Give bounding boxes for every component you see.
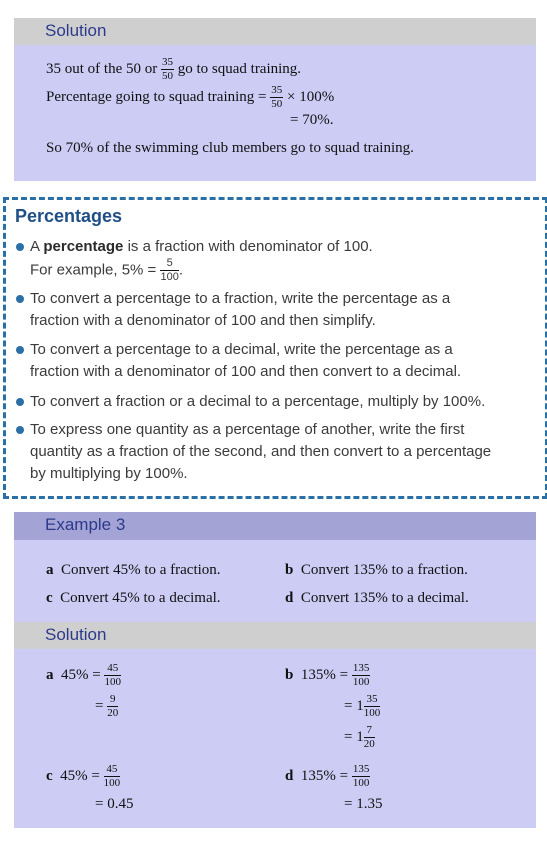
example-question-d: d Convert 135% to a decimal.: [285, 590, 469, 606]
percentages-bullet-4: To convert a fraction or a decimal to a percentage, multiply by 100%.: [30, 393, 486, 410]
bullet-icon: [16, 346, 24, 354]
percentages-bullet-5: To express one quantity as a percentage of another, write the first quantity as a fraction of the second, and then convert to a percentage by multiplying by 100%.: [30, 421, 492, 482]
bullet-icon: [16, 295, 24, 303]
solution-heading-1: Solution: [45, 21, 107, 40]
solution1-line3: = 70%.: [290, 112, 334, 128]
solution-c-line1: c 45% = $\frac{45}{100}$: [46, 763, 121, 790]
example-heading: Example 3: [45, 515, 126, 534]
bullet-icon: [16, 426, 24, 434]
fraction: $\frac{135}{100}$: [352, 763, 370, 790]
example-question-b: b Convert 135% to a fraction.: [285, 562, 468, 578]
solution-a-line1: a 45% = $\frac{45}{100}$: [46, 662, 121, 689]
solution-b-line1: b 135% = $\frac{135}{100}$: [285, 662, 370, 689]
solution-a-line2: = $\frac{9}{20}$: [95, 693, 119, 720]
fraction: $\frac{35}{50}$: [271, 84, 283, 111]
fraction: $\frac{5}{100}$: [160, 257, 179, 283]
solution1-line2: Percentage going to squad training = $\frac{35}{50}$ × 100%: [46, 84, 335, 111]
solution1-line1: 35 out of the 50 or $\frac{35}{50}$ go to squad training.: [46, 56, 302, 83]
fraction: $\frac{45}{100}$: [104, 662, 121, 689]
example-question-c: c Convert 45% to a decimal.: [46, 590, 221, 606]
solution-header-1: [14, 18, 536, 45]
solution-heading-2: Solution: [45, 625, 107, 644]
solution-header-2: [14, 622, 536, 649]
example-header: [14, 512, 536, 540]
fraction: $\frac{45}{100}$: [103, 763, 121, 790]
fraction: $\frac{9}{20}$: [107, 693, 119, 720]
percentages-bullet-3: To convert a percentage to a decimal, write the percentage as a fraction with a denominator of 100 and then convert to a decimal.: [30, 341, 462, 380]
fraction: $\frac{35}{50}$: [161, 56, 173, 83]
fraction: $\frac{7}{20}$: [363, 724, 375, 751]
example-body: [14, 540, 536, 622]
bullet-icon: [16, 398, 24, 406]
percentages-bullet-2: To convert a percentage to a fraction, write the percentage as a fraction with a denominator of 100 and then simplify.: [30, 290, 451, 329]
fraction: $\frac{135}{100}$: [352, 662, 370, 689]
solution-c-result: = 0.45: [95, 796, 134, 812]
solution1-conclusion: So 70% of the swimming club members go to squad training.: [46, 140, 414, 156]
example-question-a: a Convert 45% to a fraction.: [46, 562, 221, 578]
percentages-bullet-1-example: For example, 5% = $\frac{5}{100}$ .: [30, 257, 184, 283]
solution-d-line1: d 135% = $\frac{135}{100}$: [285, 763, 370, 790]
percentages-bullet-1: A percentage is a fraction with denominator of 100.: [30, 238, 373, 255]
bullet-icon: [16, 243, 24, 251]
percentages-title: Percentages: [15, 206, 123, 226]
solution-b-line2: = 1 $\frac{35}{100}$: [344, 693, 381, 720]
fraction: $\frac{35}{100}$: [363, 693, 381, 720]
solution-b-line3: = 1 $\frac{7}{20}$: [344, 724, 375, 751]
solution-d-result: = 1.35: [344, 796, 383, 812]
